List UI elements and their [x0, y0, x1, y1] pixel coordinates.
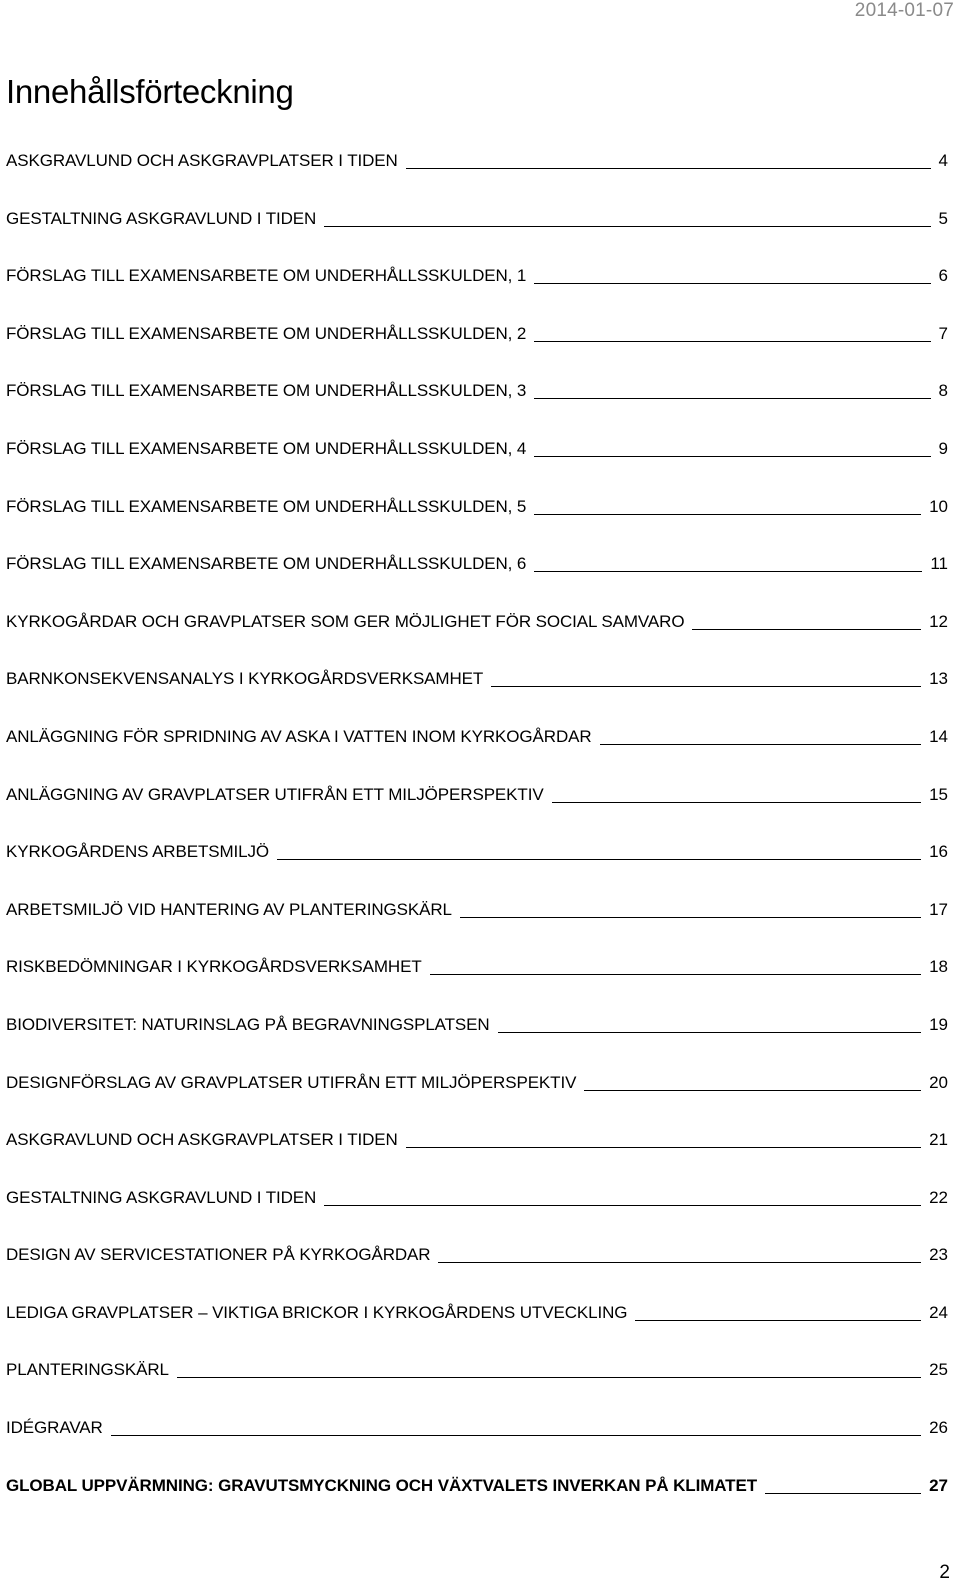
- toc-entry-link[interactable]: [6, 208, 948, 230]
- toc-leader-line: [765, 1493, 921, 1494]
- toc-entry-label: LEDIGA GRAVPLATSER – VIKTIGA BRICKOR I KYRKOGÅRDENS UTVECKLING: [6, 1302, 628, 1322]
- toc-entry: [6, 1117, 948, 1175]
- toc-leader-line: [491, 686, 921, 687]
- toc-entry: [6, 1463, 948, 1521]
- toc-entry-label: RISKBEDÖMNINGAR I KYRKOGÅRDSVERKSAMHET: [6, 957, 422, 977]
- toc-entry-label: FÖRSLAG TILL EXAMENSARBETE OM UNDERHÅLLSSKULDEN, 6: [6, 554, 527, 574]
- toc-entry-page: 26: [929, 1418, 948, 1438]
- toc-entry-link[interactable]: [6, 1187, 948, 1209]
- toc-entry-link[interactable]: [6, 1475, 948, 1497]
- toc-entry: [6, 426, 948, 484]
- toc-entry-label: GESTALTNING ASKGRAVLUND I TIDEN: [6, 208, 317, 228]
- toc-entry-page: 17: [929, 899, 948, 919]
- toc-entry: [6, 1002, 948, 1060]
- toc-entry: [6, 196, 948, 254]
- toc-entry-label: FÖRSLAG TILL EXAMENSARBETE OM UNDERHÅLLSSKULDEN, 4: [6, 438, 527, 458]
- toc-entry-label: FÖRSLAG TILL EXAMENSARBETE OM UNDERHÅLLSSKULDEN, 2: [6, 323, 527, 343]
- toc-leader-line: [111, 1435, 921, 1436]
- toc-entry-page: 21: [929, 1130, 948, 1150]
- toc-entry: [6, 714, 948, 772]
- header-date: 2014-01-07: [854, 0, 954, 21]
- toc-entry-link[interactable]: [6, 784, 948, 806]
- toc-entry-page: 12: [929, 611, 948, 631]
- toc-leader-line: [534, 456, 930, 457]
- toc-entry-label: ANLÄGGNING FÖR SPRIDNING AV ASKA I VATTEN INOM KYRKOGÅRDAR: [6, 726, 592, 746]
- toc-entry-link[interactable]: [6, 380, 948, 402]
- toc-entry-page: 24: [929, 1302, 948, 1322]
- toc-entry-page: 19: [929, 1014, 948, 1034]
- toc-entry-page: 5: [938, 208, 948, 228]
- toc-entry: [6, 887, 948, 945]
- toc-entry-link[interactable]: [6, 1072, 948, 1094]
- toc-leader-line: [534, 341, 930, 342]
- toc-entry-page: 8: [938, 381, 948, 401]
- toc-entry-label: KYRKOGÅRDAR OCH GRAVPLATSER SOM GER MÖJLIGHET FÖR SOCIAL SAMVARO: [6, 611, 685, 631]
- toc-leader-line: [430, 974, 921, 975]
- toc-entry-link[interactable]: [6, 265, 948, 287]
- toc-leader-line: [534, 571, 922, 572]
- toc-entry-page: 10: [929, 496, 948, 516]
- toc-entry: [6, 1290, 948, 1348]
- toc-leader-line: [534, 514, 921, 515]
- toc-entry-link[interactable]: [6, 726, 948, 748]
- toc-entry: [6, 253, 948, 311]
- toc-entry: [6, 599, 948, 657]
- toc-entry: [6, 484, 948, 542]
- toc-entry-link[interactable]: [6, 438, 948, 460]
- toc-entry-page: 9: [938, 438, 948, 458]
- toc-entry: [6, 311, 948, 369]
- toc-entry-label: ANLÄGGNING AV GRAVPLATSER UTIFRÅN ETT MILJÖPERSPEKTIV: [6, 784, 544, 804]
- toc-entry-label: ASKGRAVLUND OCH ASKGRAVPLATSER I TIDEN: [6, 151, 398, 170]
- toc-entry-link[interactable]: [6, 841, 948, 863]
- toc-list: [6, 138, 948, 1520]
- toc-entry-link[interactable]: [6, 553, 948, 575]
- toc-leader-line: [438, 1262, 921, 1263]
- toc-entry-label: DESIGNFÖRSLAG AV GRAVPLATSER UTIFRÅN ETT MILJÖPERSPEKTIV: [6, 1072, 577, 1092]
- toc-leader-line: [277, 859, 921, 860]
- toc-entry: [6, 772, 948, 830]
- toc-entry-label: FÖRSLAG TILL EXAMENSARBETE OM UNDERHÅLLSSKULDEN, 5: [6, 496, 527, 516]
- toc-entry-page: 6: [938, 266, 948, 286]
- toc-entry-link[interactable]: [6, 1417, 948, 1439]
- toc-entry-label: PLANTERINGSKÄRL: [6, 1360, 169, 1380]
- toc-entry: [6, 1175, 948, 1233]
- toc-leader-line: [406, 1147, 921, 1148]
- toc-entry-page: 4: [938, 151, 948, 170]
- toc-entry-page: 20: [929, 1072, 948, 1092]
- toc-entry-label: ASKGRAVLUND OCH ASKGRAVPLATSER I TIDEN: [6, 1130, 398, 1150]
- toc-entry-page: 11: [930, 554, 948, 574]
- toc-entry-link[interactable]: [6, 668, 948, 690]
- toc-entry-link[interactable]: [6, 899, 948, 921]
- toc-entry: [6, 829, 948, 887]
- toc-entry-label: BARNKONSEKVENSANALYS I KYRKOGÅRDSVERKSAMHET: [6, 669, 484, 689]
- toc-entry-link[interactable]: [6, 1359, 948, 1381]
- toc-entry-page: 14: [929, 726, 948, 746]
- toc-entry-link[interactable]: [6, 496, 948, 518]
- toc-leader-line: [692, 629, 921, 630]
- toc-entry-label: IDÉGRAVAR: [6, 1418, 103, 1438]
- toc-entry-link[interactable]: [6, 956, 948, 978]
- toc-leader-line: [406, 168, 931, 169]
- toc-leader-line: [600, 744, 922, 745]
- toc-entry-link[interactable]: [6, 1129, 948, 1151]
- page-number: 2: [939, 1562, 950, 1583]
- toc-entry-page: 25: [929, 1360, 948, 1380]
- toc-entry: [6, 138, 948, 196]
- toc-entry-page: 23: [929, 1245, 948, 1265]
- toc-entry-label: BIODIVERSITET: NATURINSLAG PÅ BEGRAVNINGSPLATSEN: [6, 1014, 490, 1034]
- toc-leader-line: [635, 1320, 921, 1321]
- toc-entry: [6, 1347, 948, 1405]
- toc-leader-line: [534, 283, 930, 284]
- toc-leader-line: [460, 917, 921, 918]
- toc-entry-page: 15: [929, 784, 948, 804]
- toc-entry-label: FÖRSLAG TILL EXAMENSARBETE OM UNDERHÅLLSSKULDEN, 1: [6, 266, 527, 286]
- toc-entry-page: 18: [929, 957, 948, 977]
- toc-entry: [6, 1060, 948, 1118]
- toc-entry: [6, 656, 948, 714]
- toc-entry-page: 13: [929, 669, 948, 689]
- toc-entry-page: 7: [938, 323, 948, 343]
- toc-entry: [6, 1232, 948, 1290]
- toc-entry-link[interactable]: [6, 1302, 948, 1324]
- toc-entry-label: GLOBAL UPPVÄRMNING: GRAVUTSMYCKNING OCH VÄXTVALETS INVERKAN PÅ KLIMATET: [6, 1475, 757, 1495]
- toc-entry-link[interactable]: [6, 1244, 948, 1266]
- toc-entry-link[interactable]: [6, 1014, 948, 1036]
- toc-entry: [6, 368, 948, 426]
- toc-entry-link[interactable]: [6, 611, 948, 633]
- toc-entry-page: 22: [929, 1187, 948, 1207]
- toc-leader-line: [324, 1205, 921, 1206]
- toc-leader-line: [552, 802, 922, 803]
- toc-entry-label: GESTALTNING ASKGRAVLUND I TIDEN: [6, 1187, 317, 1207]
- toc-leader-line: [498, 1032, 921, 1033]
- toc-entry: [6, 1405, 948, 1463]
- toc-title: Innehållsförteckning: [6, 73, 294, 110]
- toc-entry-link[interactable]: [6, 150, 948, 172]
- toc-entry-label: DESIGN AV SERVICESTATIONER PÅ KYRKOGÅRDAR: [6, 1245, 431, 1265]
- toc-entry-link[interactable]: [6, 323, 948, 345]
- toc-entry: [6, 944, 948, 1002]
- toc-entry-page: 16: [929, 842, 948, 862]
- toc-leader-line: [534, 398, 930, 399]
- toc-leader-line: [584, 1090, 921, 1091]
- toc-entry-label: KYRKOGÅRDENS ARBETSMILJÖ: [6, 842, 270, 862]
- toc-entry-label: FÖRSLAG TILL EXAMENSARBETE OM UNDERHÅLLSSKULDEN, 3: [6, 381, 527, 401]
- toc-leader-line: [177, 1377, 921, 1378]
- toc-entry: [6, 541, 948, 599]
- toc-entry-page: 27: [929, 1475, 948, 1495]
- toc-leader-line: [324, 226, 930, 227]
- toc-entry-label: ARBETSMILJÖ VID HANTERING AV PLANTERINGSKÄRL: [6, 899, 452, 919]
